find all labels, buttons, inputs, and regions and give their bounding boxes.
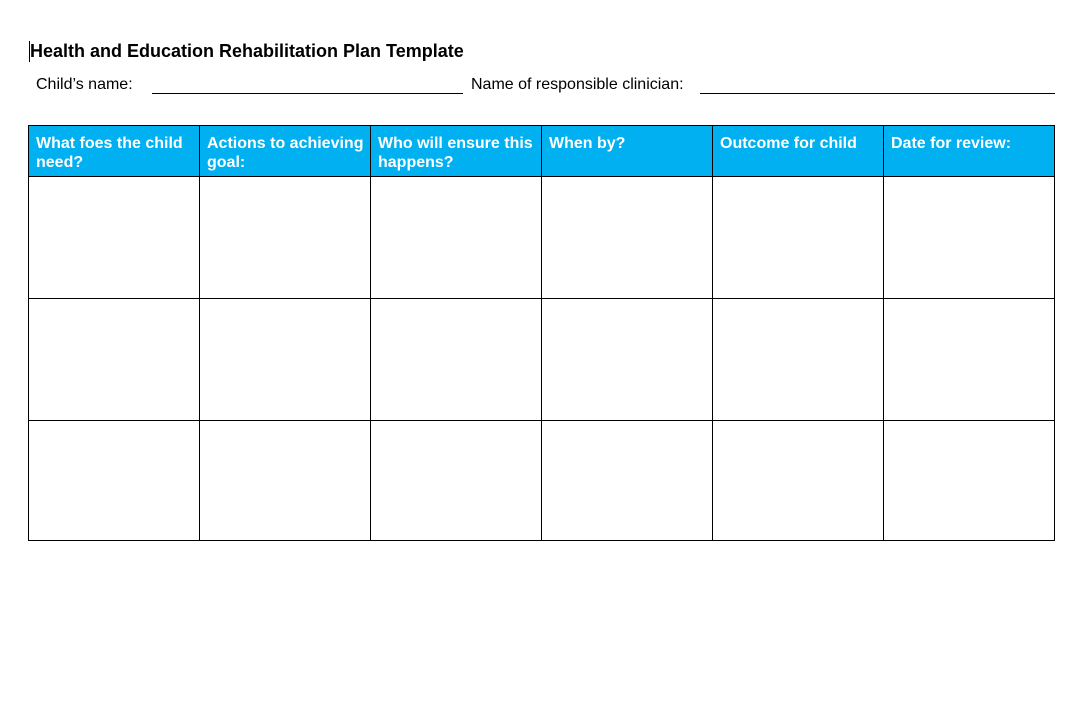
table-cell[interactable] — [371, 421, 542, 541]
table-cell[interactable] — [542, 421, 713, 541]
rehabilitation-plan-table — [28, 125, 1055, 541]
table-cell[interactable] — [29, 421, 200, 541]
table-cell[interactable] — [200, 421, 371, 541]
table-row — [29, 299, 1055, 421]
table-cell[interactable] — [29, 299, 200, 421]
table-cell[interactable] — [29, 177, 200, 299]
table-row — [29, 177, 1055, 299]
column-header-responsible: Who will ensure this happens? — [371, 126, 542, 177]
column-header-outcome: Outcome for child — [713, 126, 884, 177]
table-cell[interactable] — [542, 177, 713, 299]
table-cell[interactable] — [713, 421, 884, 541]
document-title: Health and Education Rehabilitation Plan Template — [30, 41, 464, 61]
table-cell[interactable] — [713, 177, 884, 299]
column-header-actions: Actions to achieving goal: — [200, 126, 371, 177]
column-header-when-by: When by? — [542, 126, 713, 177]
clinician-name-field[interactable] — [700, 93, 1055, 94]
table-cell[interactable] — [200, 177, 371, 299]
table-cell[interactable] — [200, 299, 371, 421]
clinician-name-label: Name of responsible clinician: — [471, 76, 684, 93]
column-header-child-need: What foes the child need? — [29, 126, 200, 177]
child-name-label: Child’s name: — [36, 76, 133, 93]
table-row — [29, 421, 1055, 541]
table-cell[interactable] — [713, 299, 884, 421]
column-header-review-date: Date for review: — [884, 126, 1055, 177]
table-cell[interactable] — [884, 299, 1055, 421]
table-cell[interactable] — [371, 299, 542, 421]
table-header-row — [29, 126, 1055, 177]
table-cell[interactable] — [884, 177, 1055, 299]
table-cell[interactable] — [884, 421, 1055, 541]
table-cell[interactable] — [542, 299, 713, 421]
child-name-field[interactable] — [152, 93, 463, 94]
table-cell[interactable] — [371, 177, 542, 299]
